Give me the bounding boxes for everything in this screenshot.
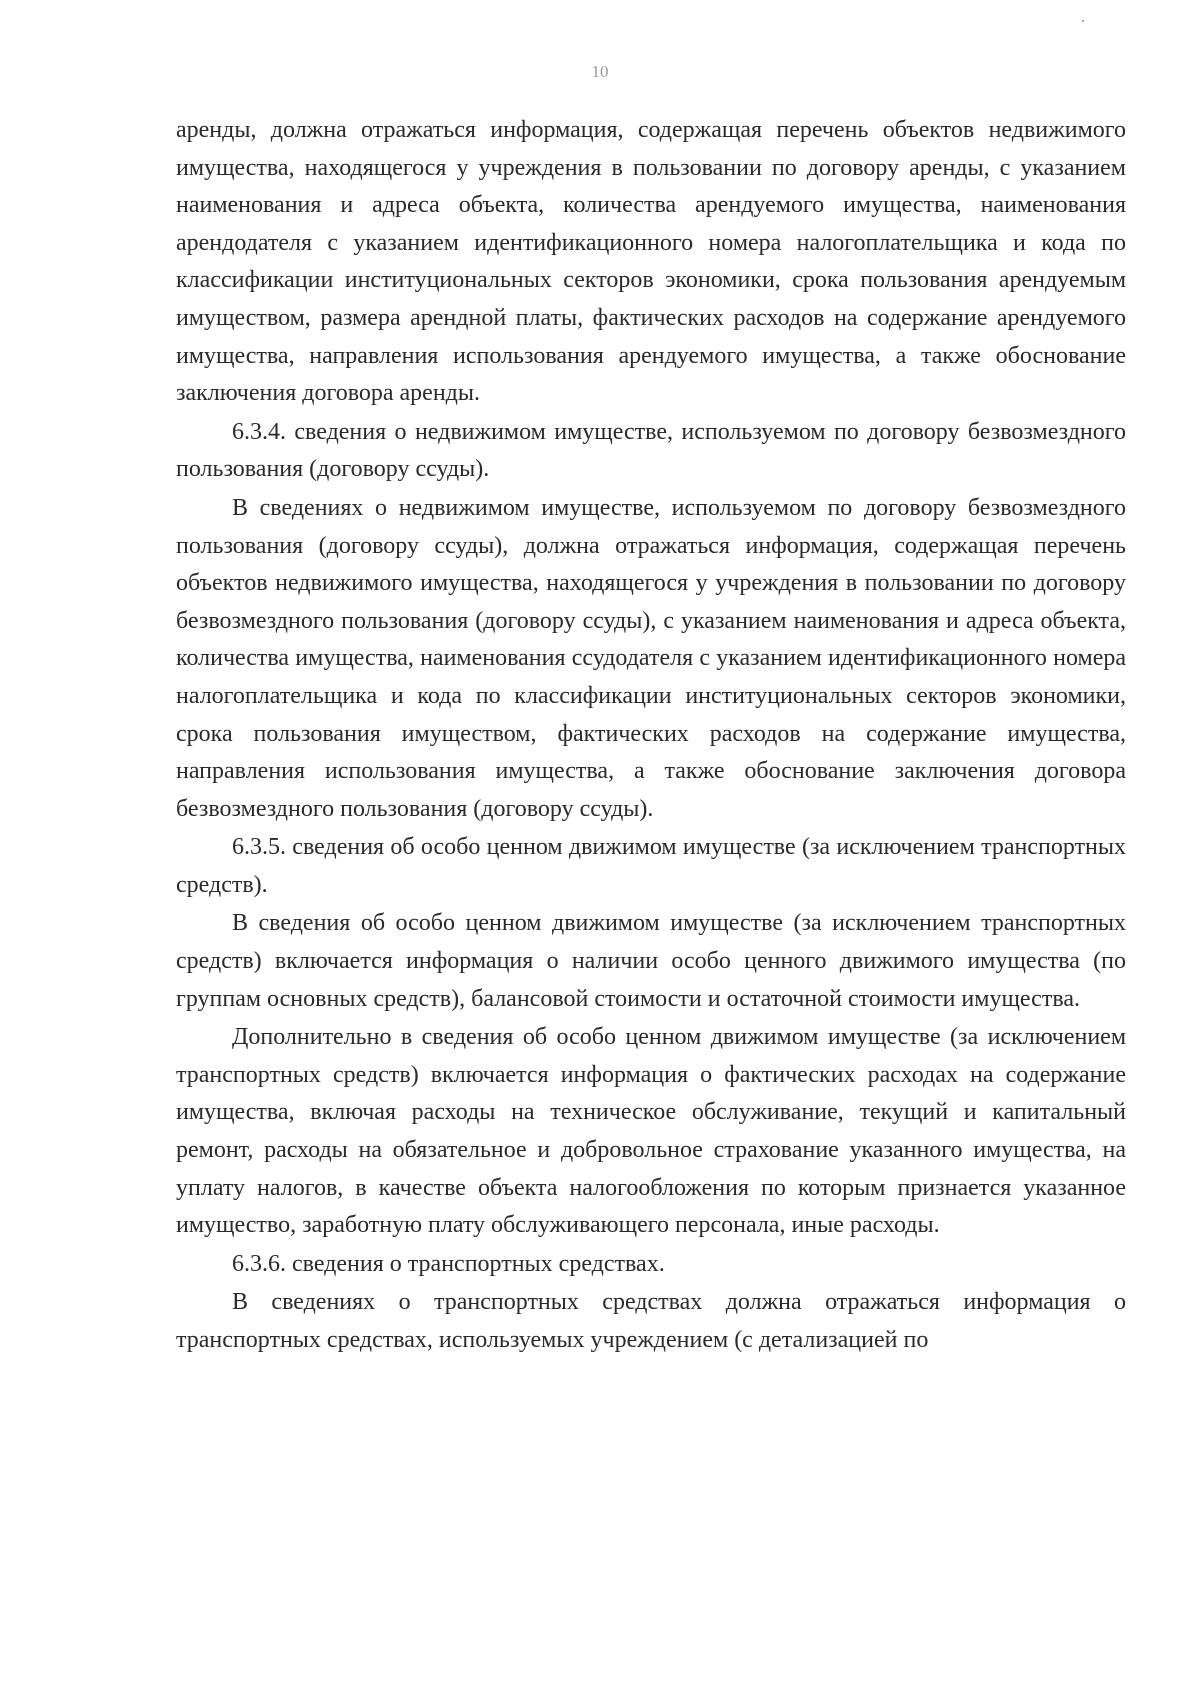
paragraph-lease-continuation: аренды, должна отражаться информация, содержащая перечень объектов недвижимого имущества, находящегося у учреждения в пользовании по договору аренды, с указанием наименования и адреса объекта, количества арендуемого имущества, наименования арендодателя с указанием идентификационного номера налогоплательщика и кода по классификации институциональных секторов экономики, срока пользования арендуемым имуществом, размера арендной платы, фактических расходов на содержание арендуемого имущества, направления использования арендуемого имущества, а также обоснование заключения договора аренды. <box>176 117 1126 407</box>
paragraph-valuable-movable-details: В сведения об особо ценном движимом имуществе (за исключением транспортных средств) включается информация о наличии особо ценного движимого имущества (по группам основных средств), балансовой стоимости и остаточной стоимости имущества. <box>176 910 1126 1012</box>
document-body <box>176 112 1126 1360</box>
paragraph-free-use-details: В сведениях о недвижимом имуществе, используемом по договору безвозмездного пользования (договору ссуды), должна отражаться информация, содержащая перечень объектов недвижимого имущества, находящегося у учреждения в пользовании по договору безвозмездного пользования (договору ссуды), с указанием наименования и адреса объекта, количества имущества, наименования ссудодателя с указанием идентификационного номера налогоплательщика и кода по классификации институциональных секторов экономики, срока пользования имуществом, фактических расходов на содержание имущества, направления использования имущества, а также обоснование заключения договора безвозмездного пользования (договору ссуды). <box>176 494 1126 822</box>
scan-speck <box>1082 20 1084 22</box>
paragraph-6-3-5-heading: 6.3.5. сведения об особо ценном движимом имуществе (за исключением транспортных средств). <box>176 834 1126 898</box>
paragraph-vehicles-details: В сведениях о транспортных средствах должна отражаться информация о транспортных средствах, используемых учреждением (с детализацией по <box>176 1289 1126 1353</box>
page-number: 10 <box>591 62 609 81</box>
paragraph-6-3-4-heading: 6.3.4. сведения о недвижимом имуществе, используемом по договору безвозмездного пользования (договору ссуды). <box>176 418 1126 483</box>
paragraph-6-3-6-heading: 6.3.6. сведения о транспортных средствах. <box>232 1250 665 1277</box>
paragraph-valuable-movable-expenses: Дополнительно в сведения об особо ценном движимом имуществе (за исключением транспортных средств) включается информация о фактических расходах на содержание имущества, включая расходы на техническое обслуживание, текущий и капитальный ремонт, расходы на обязательное и добровольное страхование указанного имущества, на уплату налогов, в качестве объекта налогообложения по которым признается указанное имущество, заработную плату обслуживающего персонала, иные расходы. <box>176 1024 1126 1239</box>
